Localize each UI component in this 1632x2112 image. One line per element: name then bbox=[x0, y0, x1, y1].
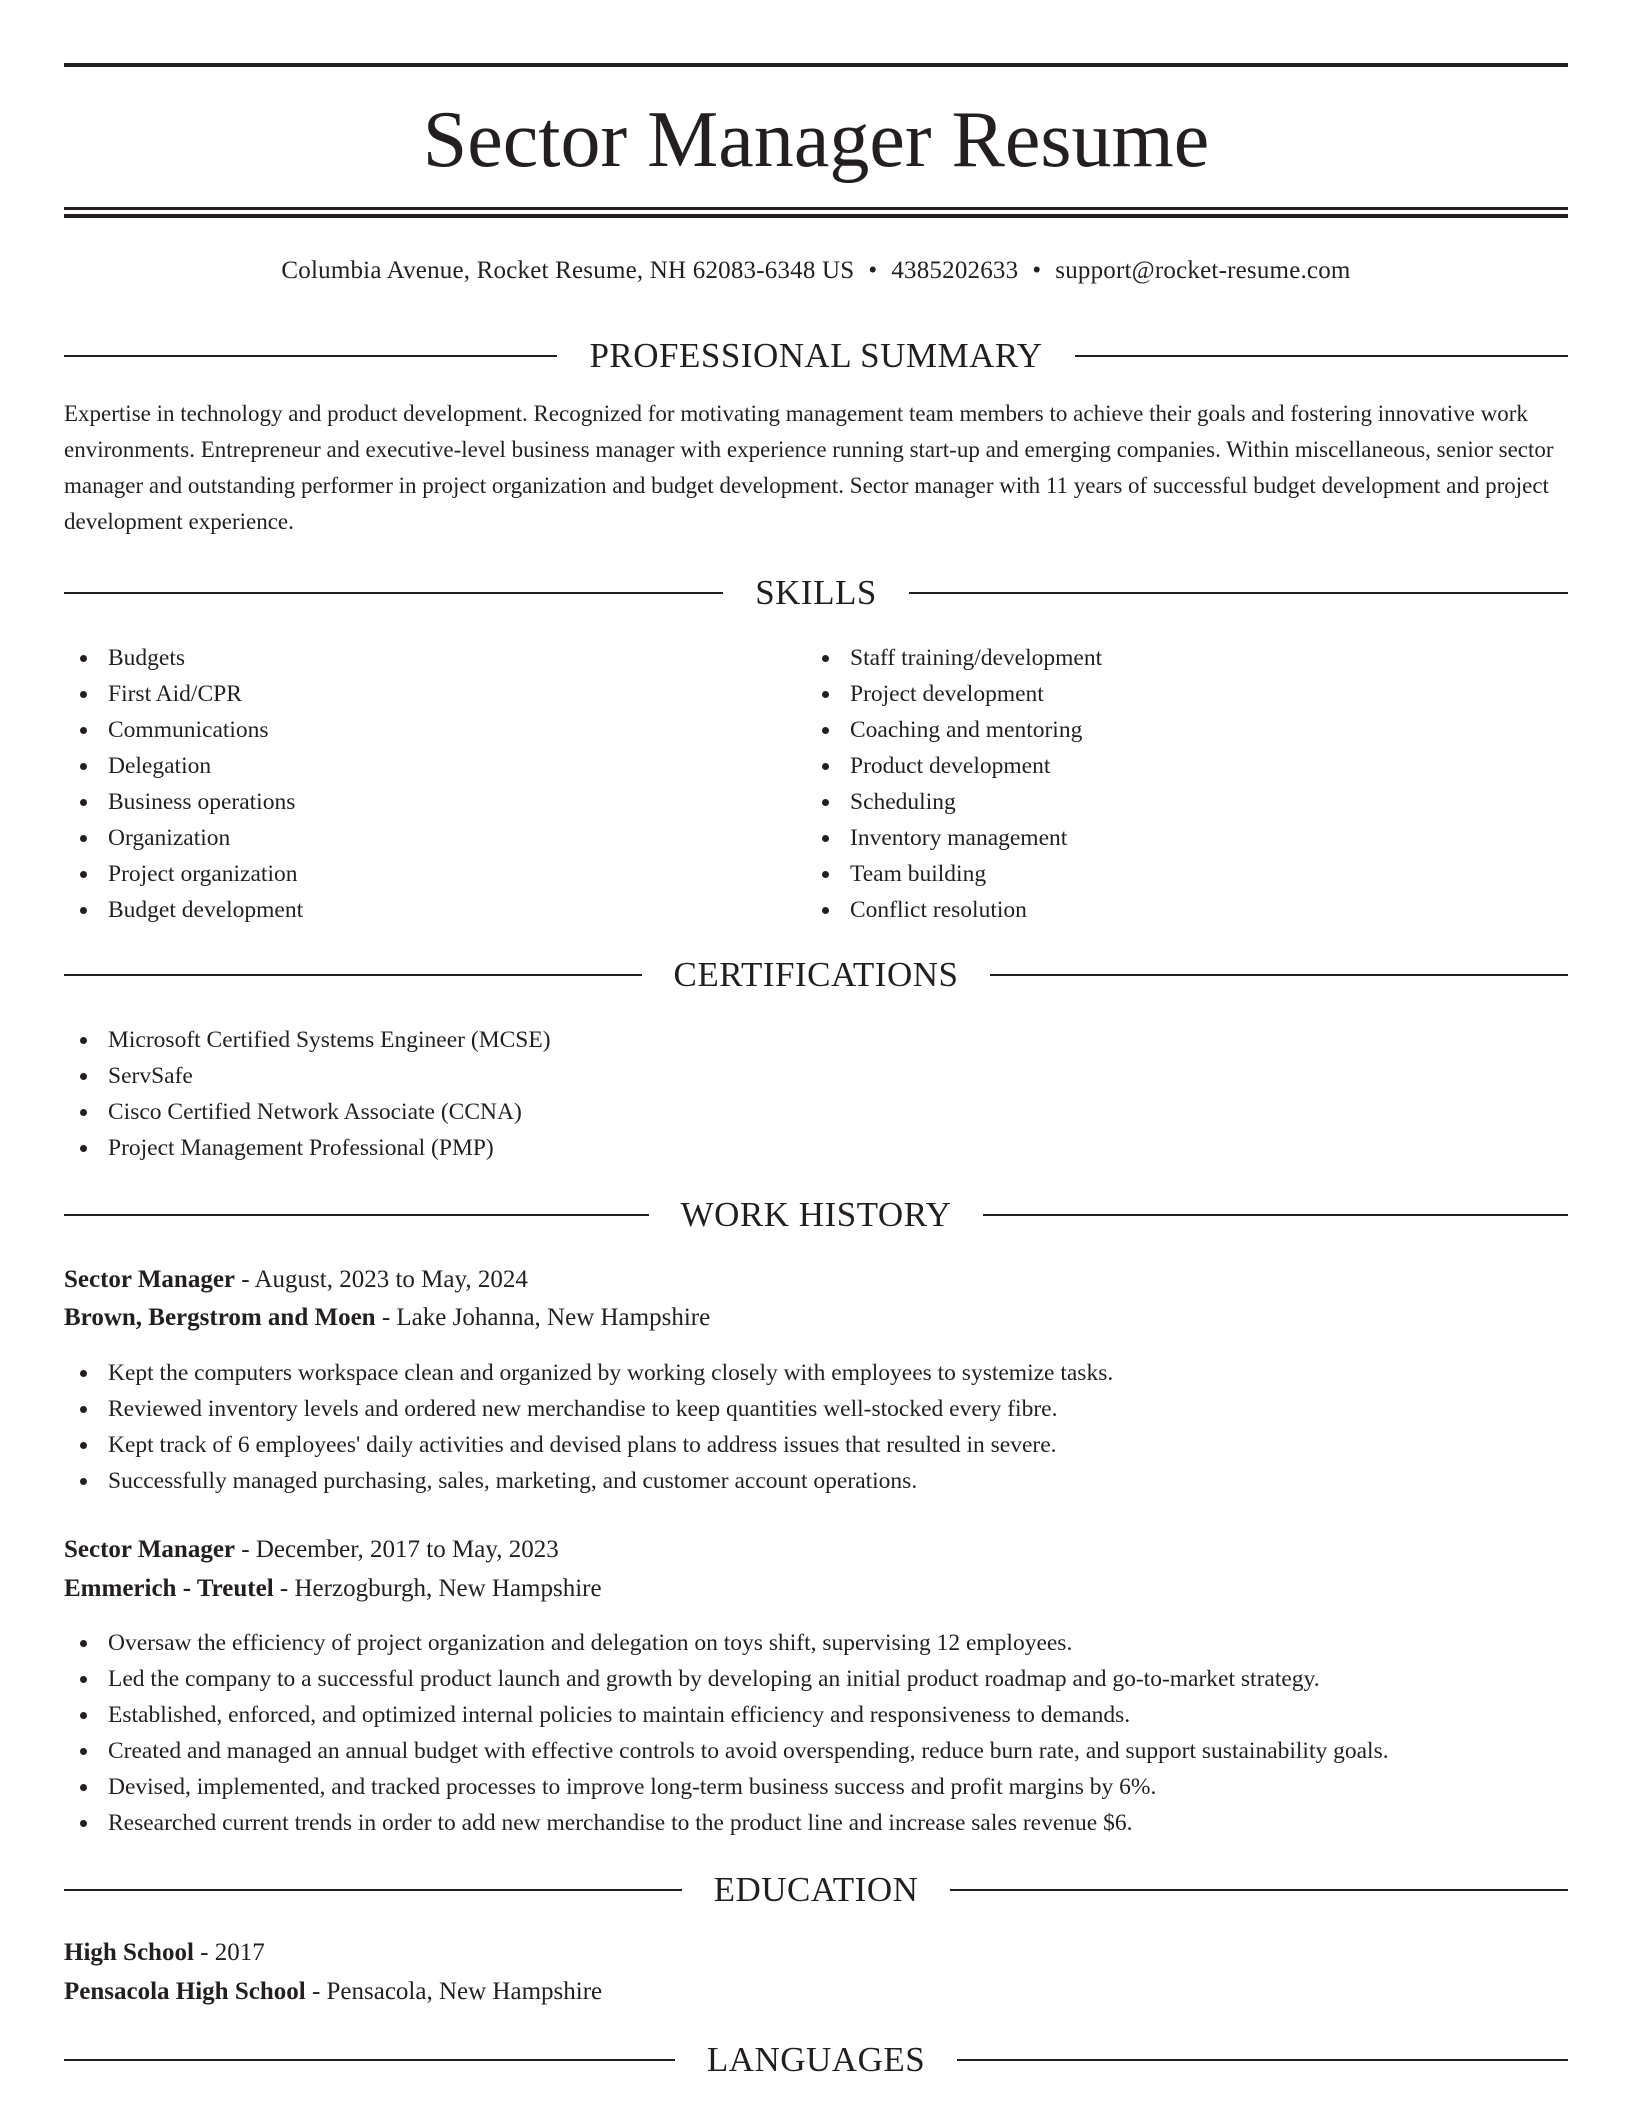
languages-heading bbox=[64, 2040, 1568, 2080]
heading-rule bbox=[909, 592, 1568, 594]
heading-rule bbox=[950, 1889, 1568, 1891]
skill-item: Project development bbox=[806, 676, 1102, 712]
certification-item: Project Management Professional (PMP) bbox=[64, 1130, 551, 1166]
skill-item: Coaching and mentoring bbox=[806, 712, 1102, 748]
skills-list-left bbox=[64, 640, 303, 928]
certification-item: Microsoft Certified Systems Engineer (MCSE) bbox=[64, 1022, 551, 1058]
summary-heading bbox=[64, 336, 1568, 376]
job-bullet: Created and managed an annual budget with effective controls to avoid overspending, reduce burn rate, and support sustainability goals. bbox=[64, 1733, 1389, 1769]
skill-item: Business operations bbox=[64, 784, 303, 820]
job-bullet: Kept the computers workspace clean and organized by working closely with employees to systemize tasks. bbox=[64, 1355, 1113, 1391]
job-company: Emmerich - Treutel bbox=[64, 1575, 274, 1602]
skill-item: Organization bbox=[64, 820, 303, 856]
education-degree: High School bbox=[64, 1939, 194, 1966]
education-school-line bbox=[64, 1974, 602, 2010]
heading-rule bbox=[957, 2059, 1568, 2061]
job-bullet: Led the company to a successful product launch and growth by developing an initial product roadmap and go-to-market strategy. bbox=[64, 1661, 1389, 1697]
contact-separator: • bbox=[868, 257, 878, 284]
education-location: - Pensacola, New Hampshire bbox=[305, 1978, 603, 2005]
skills-heading bbox=[64, 573, 1568, 613]
contact-phone: 4385202633 bbox=[891, 257, 1019, 284]
job-dates: - December, 2017 to May, 2023 bbox=[235, 1536, 559, 1563]
contact-line bbox=[64, 255, 1568, 287]
job-bullets bbox=[64, 1625, 1389, 1841]
education-year: - 2017 bbox=[193, 1939, 265, 1966]
title-double-rule bbox=[64, 207, 1568, 218]
education-degree-line bbox=[64, 1935, 265, 1971]
job-title: Sector Manager bbox=[64, 1536, 236, 1563]
skill-item: Budgets bbox=[64, 640, 303, 676]
education-heading bbox=[64, 1870, 1568, 1910]
education-heading-label: EDUCATION bbox=[713, 1870, 919, 1909]
heading-rule bbox=[64, 592, 723, 594]
heading-rule bbox=[990, 974, 1568, 976]
certification-item: ServSafe bbox=[64, 1058, 551, 1094]
certifications-heading-label: CERTIFICATIONS bbox=[673, 955, 959, 994]
heading-rule bbox=[64, 1889, 682, 1891]
job-bullet: Devised, implemented, and tracked processes to improve long-term business success and profit margins by 6%. bbox=[64, 1769, 1389, 1805]
job-company-line bbox=[64, 1571, 602, 1607]
heading-rule bbox=[983, 1214, 1568, 1216]
heading-rule bbox=[64, 355, 557, 357]
job-company: Brown, Bergstrom and Moen bbox=[64, 1304, 376, 1331]
top-rule bbox=[64, 63, 1568, 67]
skill-item: Inventory management bbox=[806, 820, 1102, 856]
skill-item: Communications bbox=[64, 712, 303, 748]
skill-item: Staff training/development bbox=[806, 640, 1102, 676]
skill-item: Budget development bbox=[64, 892, 303, 928]
job-location: - Lake Johanna, New Hampshire bbox=[375, 1304, 711, 1331]
work-heading bbox=[64, 1195, 1568, 1235]
skill-item: Product development bbox=[806, 748, 1102, 784]
skills-list-right bbox=[806, 640, 1102, 928]
job-bullet: Successfully managed purchasing, sales, marketing, and customer account operations. bbox=[64, 1463, 1113, 1499]
job-bullet: Kept track of 6 employees' daily activities and devised plans to address issues that resulted in severe. bbox=[64, 1427, 1113, 1463]
job-bullet: Oversaw the efficiency of project organization and delegation on toys shift, supervising 12 employees. bbox=[64, 1625, 1389, 1661]
certifications-heading bbox=[64, 955, 1568, 995]
languages-heading-label: LANGUAGES bbox=[706, 2040, 926, 2079]
job-company-line bbox=[64, 1300, 710, 1336]
heading-rule bbox=[64, 1214, 649, 1216]
job-title-line bbox=[64, 1262, 528, 1298]
summary-heading-label: PROFESSIONAL SUMMARY bbox=[589, 336, 1043, 375]
work-heading-label: WORK HISTORY bbox=[680, 1195, 952, 1234]
certification-item: Cisco Certified Network Associate (CCNA) bbox=[64, 1094, 551, 1130]
skills-heading-label: SKILLS bbox=[755, 573, 877, 612]
contact-email[interactable]: support@rocket-resume.com bbox=[1055, 257, 1351, 284]
contact-separator: • bbox=[1032, 257, 1042, 284]
heading-rule bbox=[64, 2059, 675, 2061]
summary-text: Expertise in technology and product development. Recognized for motivating management team members to achieve their goals and fostering innovative work environments. Entrepreneur and executive-level business manager with experience running start-up and emerging companies. Within miscellaneous, senior sector manager and outstanding performer in project organization and budget development. Sector manager with 11 years of successful budget development and project development experience. bbox=[64, 401, 1554, 534]
job-title: Sector Manager bbox=[64, 1266, 236, 1293]
job-dates: - August, 2023 to May, 2024 bbox=[235, 1266, 528, 1293]
certifications-list bbox=[64, 1022, 551, 1166]
heading-rule bbox=[1075, 355, 1568, 357]
skill-item: Team building bbox=[806, 856, 1102, 892]
job-bullets bbox=[64, 1355, 1113, 1499]
job-bullet: Researched current trends in order to add new merchandise to the product line and increase sales revenue $6. bbox=[64, 1805, 1389, 1841]
education-school: Pensacola High School bbox=[64, 1978, 306, 2005]
job-title-line bbox=[64, 1532, 559, 1568]
skill-item: Conflict resolution bbox=[806, 892, 1102, 928]
resume-title: Sector Manager Resume bbox=[422, 96, 1210, 184]
job-location: - Herzogburgh, New Hampshire bbox=[273, 1575, 602, 1602]
skill-item: Scheduling bbox=[806, 784, 1102, 820]
job-bullet: Established, enforced, and optimized internal policies to maintain efficiency and responsiveness to demands. bbox=[64, 1697, 1389, 1733]
job-bullet: Reviewed inventory levels and ordered new merchandise to keep quantities well-stocked every fibre. bbox=[64, 1391, 1113, 1427]
contact-address: Columbia Avenue, Rocket Resume, NH 62083-6348 US bbox=[281, 257, 855, 284]
skill-item: Delegation bbox=[64, 748, 303, 784]
heading-rule bbox=[64, 974, 642, 976]
skill-item: Project organization bbox=[64, 856, 303, 892]
skill-item: First Aid/CPR bbox=[64, 676, 303, 712]
